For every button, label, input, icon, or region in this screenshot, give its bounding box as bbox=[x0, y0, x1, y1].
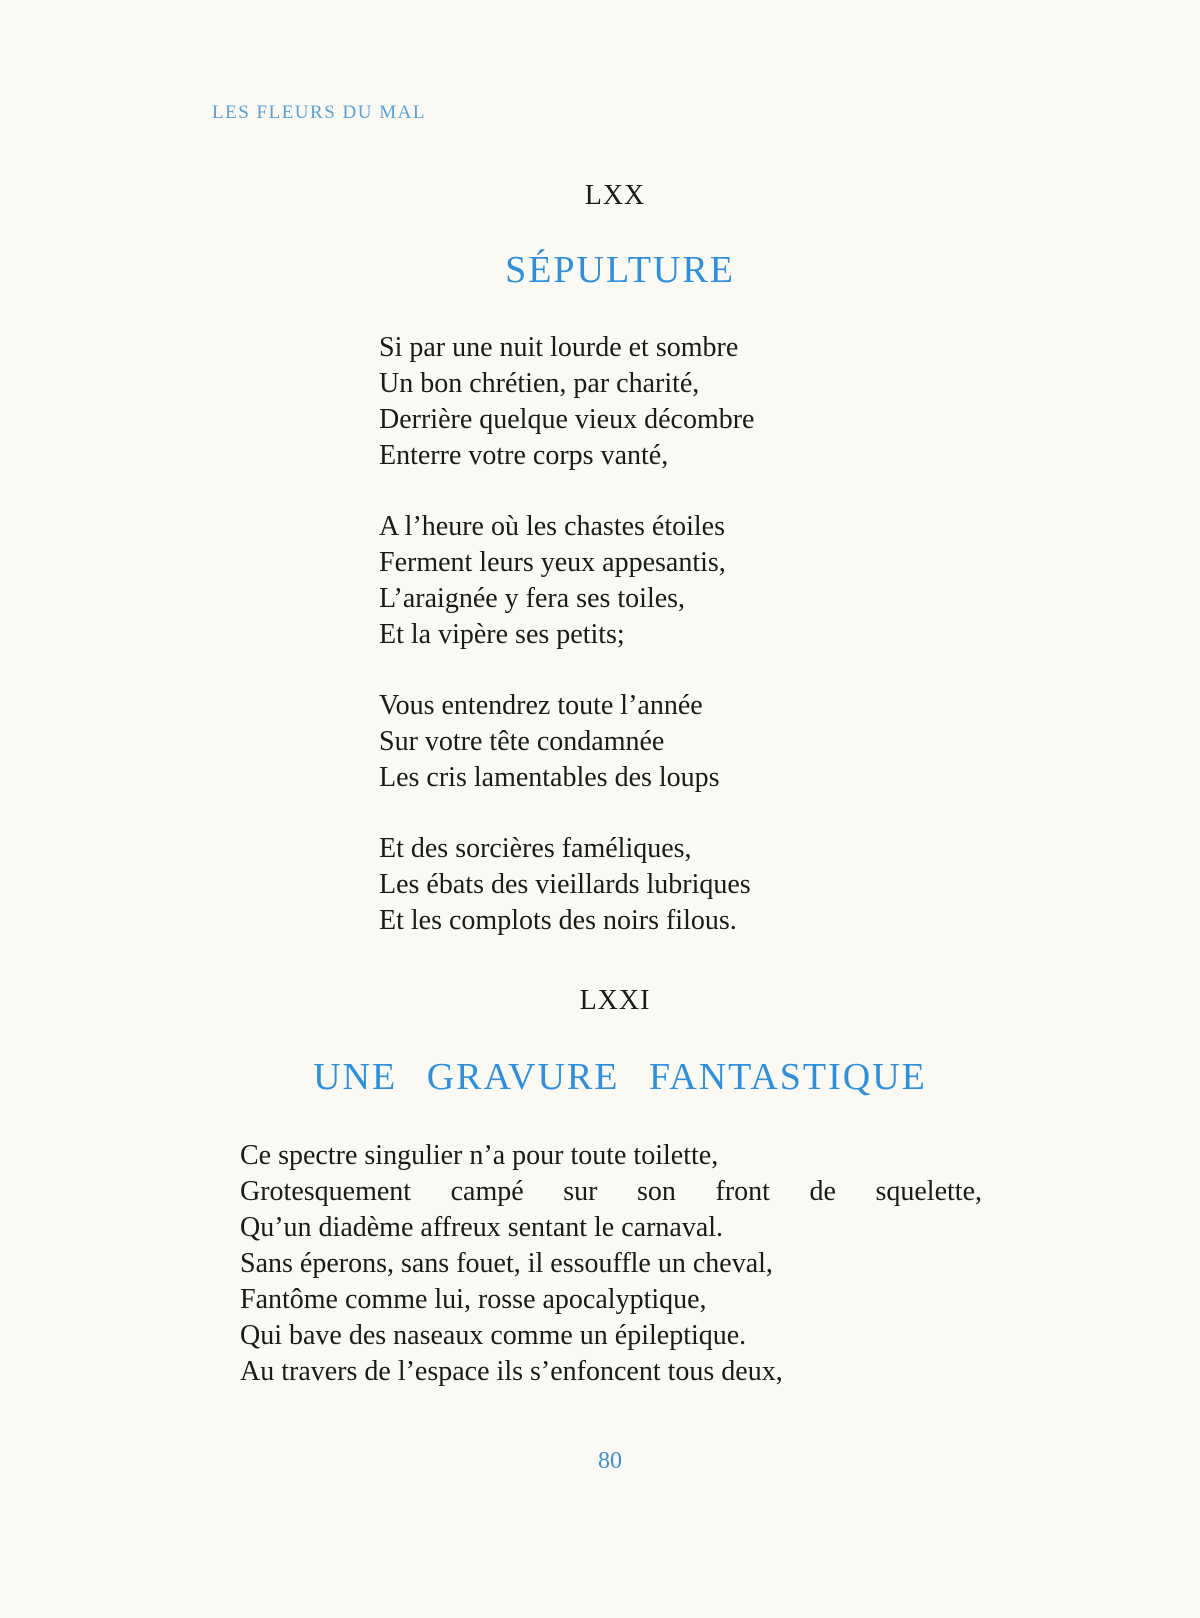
verse-line: Derrière quelque vieux décombre bbox=[379, 404, 755, 435]
verse-line: Vous entendrez toute l’année bbox=[379, 690, 703, 721]
verse-line: Au travers de l’espace ils s’enfoncent tous deux, bbox=[240, 1356, 783, 1387]
running-head: LES FLEURS DU MAL bbox=[212, 102, 426, 123]
poem-2-title: UNE GRAVURE FANTASTIQUE bbox=[313, 1056, 927, 1098]
poem-1-stanza-2 bbox=[379, 509, 726, 653]
poem-1-stanza-4 bbox=[379, 831, 751, 939]
poem-1-numeral: LXX bbox=[584, 180, 646, 211]
verse-line: Enterre votre corps vanté, bbox=[379, 440, 669, 471]
verse-line: Les ébats des vieillards lubriques bbox=[379, 869, 751, 900]
verse-line: Et la vipère ses petits; bbox=[379, 619, 625, 650]
verse-line: Ferment leurs yeux appesantis, bbox=[379, 547, 726, 578]
verse-line: Grotesquement campé sur son front de squelette, bbox=[240, 1176, 982, 1207]
page-number: 80 bbox=[598, 1448, 622, 1474]
verse-line: Et des sorcières faméliques, bbox=[379, 833, 692, 864]
verse-line: Sans éperons, sans fouet, il essouffle un cheval, bbox=[240, 1248, 773, 1279]
poem-1-stanza-1 bbox=[379, 330, 754, 474]
verse-line: Un bon chrétien, par charité, bbox=[379, 368, 700, 399]
poem-1-title: SÉPULTURE bbox=[505, 249, 735, 291]
verse-line: L’araignée y fera ses toiles, bbox=[379, 583, 686, 614]
verse-line: Ce spectre singulier n’a pour toute toilette, bbox=[240, 1140, 719, 1171]
verse-line: Fantôme comme lui, rosse apocalyptique, bbox=[240, 1284, 707, 1315]
poem-2-stanza-1 bbox=[240, 1138, 982, 1390]
verse-line: Sur votre tête condamnée bbox=[379, 726, 665, 757]
verse-line: Les cris lamentables des loups bbox=[379, 762, 720, 793]
verse-line: Et les complots des noirs filous. bbox=[379, 905, 737, 936]
verse-line: Qu’un diadème affreux sentant le carnaval. bbox=[240, 1212, 724, 1243]
verse-line: A l’heure où les chastes étoiles bbox=[379, 511, 726, 542]
verse-line: Si par une nuit lourde et sombre bbox=[379, 332, 739, 363]
poem-2-numeral: LXXI bbox=[579, 985, 651, 1016]
poem-1-stanza-3 bbox=[379, 688, 720, 796]
verse-line: Qui bave des naseaux comme un épileptique. bbox=[240, 1320, 747, 1351]
